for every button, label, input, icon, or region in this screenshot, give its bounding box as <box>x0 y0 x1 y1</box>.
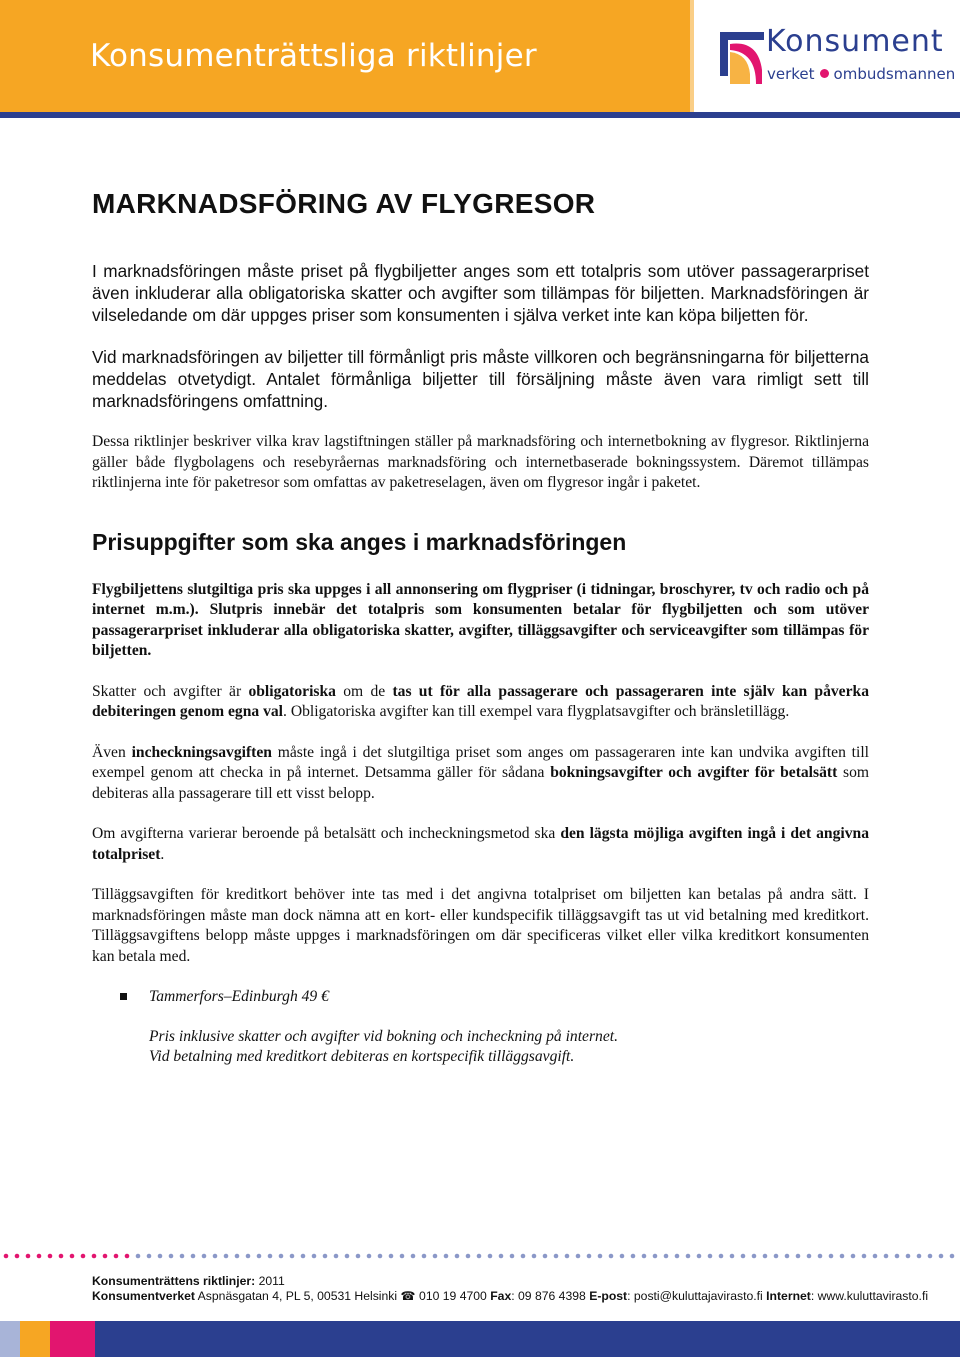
header-divider <box>690 0 694 112</box>
dot-mark <box>521 1254 526 1259</box>
footer-org: Konsumentverket <box>92 1289 195 1303</box>
footer-bar-segment-3 <box>50 1321 95 1357</box>
logo-dot-icon <box>820 69 829 78</box>
dot-mark <box>653 1254 658 1259</box>
dot-mark <box>741 1254 746 1259</box>
dot-mark <box>587 1254 592 1259</box>
document-body <box>92 188 869 1067</box>
dot-mark <box>158 1254 163 1259</box>
dot-mark <box>818 1254 823 1259</box>
footer-fax-label: Fax <box>490 1289 512 1303</box>
dot-mark <box>202 1254 207 1259</box>
dot-mark <box>708 1254 713 1259</box>
intro-paragraph-2: Vid marknadsföringen av biljetter till förmånligt pris måste villkoren och begränsningarna för biljetterna meddelas otvetydigt. Antalet förmånliga biljetter till försäljning måste även vara rimligt sett till marknadsföringens omfattning. <box>92 347 869 411</box>
dot-mark <box>147 1254 152 1259</box>
dot-mark <box>686 1254 691 1259</box>
example-note-2: Vid betalning med kreditkort debiteras en kortspecifik tilläggsavgift. <box>149 1048 575 1065</box>
dot-mark <box>499 1254 504 1259</box>
phone-icon: ☎ <box>400 1289 416 1303</box>
price-example <box>120 987 869 1067</box>
logo-subtitle <box>767 65 955 83</box>
dot-mark <box>136 1254 141 1259</box>
header-bottom-rule <box>0 112 960 118</box>
vary-text-2: . <box>160 845 165 863</box>
footer-web[interactable]: : www.kuluttavirasto.fi <box>810 1289 929 1303</box>
dot-mark <box>400 1254 405 1259</box>
dot-mark <box>268 1254 273 1259</box>
dot-mark <box>774 1254 779 1259</box>
dot-mark <box>664 1254 669 1259</box>
dot-mark <box>81 1254 86 1259</box>
footer-dotted-rule <box>0 1252 960 1260</box>
dot-mark <box>191 1254 196 1259</box>
footer-info <box>92 1274 952 1304</box>
checkin-text-2: måste ingå i det slutgiltiga priset som anges om passageraren inte kan undvika avgiften till exempel genom att checka in på internet. Detsamma gäller för sådana <box>92 743 869 781</box>
footer-phone: 010 19 4700 <box>415 1289 491 1303</box>
logo-wordmark: Konsument <box>766 24 944 59</box>
footer-bar-segment-2 <box>20 1321 50 1357</box>
page-title: MARKNADSFÖRING AV FLYGRESOR <box>92 188 596 219</box>
dot-mark <box>169 1254 174 1259</box>
dot-mark <box>48 1254 53 1259</box>
dot-mark <box>367 1254 372 1259</box>
dot-mark <box>422 1254 427 1259</box>
dot-mark <box>26 1254 31 1259</box>
header-title: Konsumenträttsliga riktlinjer <box>90 38 537 74</box>
dot-mark <box>433 1254 438 1259</box>
dot-mark <box>554 1254 559 1259</box>
footer-web-label: Internet <box>766 1289 811 1303</box>
intro-paragraph-3: Dessa riktlinjer beskriver vilka krav lagstiftningen ställer på marknadsföring och internetbokning av flygresor. Riktlinjerna gäller både flygbolagens och resebyråernas marknadsföring och internetbaserade bokningssystem. Däremot tillämpas riktlinjerna inte för paketresor som omfattas av paketreselagen, även om flygresor ingår i paketet. <box>92 433 869 491</box>
dot-mark <box>125 1254 130 1259</box>
dot-mark <box>301 1254 306 1259</box>
logo-sub-left: verket <box>767 65 815 83</box>
dot-mark <box>37 1254 42 1259</box>
example-note-1: Pris inklusive skatter och avgifter vid bokning och incheckning på internet. <box>149 1028 618 1045</box>
dot-mark <box>873 1254 878 1259</box>
vary-paragraph <box>92 824 869 865</box>
dot-mark <box>389 1254 394 1259</box>
vary-text-1: Om avgifterna varierar beroende på betalsätt och incheckningsmetod ska <box>92 825 561 842</box>
footer-bar-segment-1 <box>0 1321 20 1357</box>
dot-mark <box>334 1254 339 1259</box>
dot-mark <box>785 1254 790 1259</box>
checkin-paragraph <box>92 743 869 805</box>
tax-text-3: . Obligatoriska avgifter kan till exempel vara flygplatsavgifter och bränsletillägg. <box>283 703 790 720</box>
logo-mark-icon <box>718 30 768 86</box>
dot-mark <box>807 1254 812 1259</box>
dot-mark <box>323 1254 328 1259</box>
example-notes <box>149 1027 869 1067</box>
tax-text-2: om de <box>335 682 393 700</box>
dot-mark <box>510 1254 515 1259</box>
dot-mark <box>411 1254 416 1259</box>
konsumentverket-logo <box>718 24 956 90</box>
dot-mark <box>851 1254 856 1259</box>
dot-mark <box>763 1254 768 1259</box>
dot-mark <box>906 1254 911 1259</box>
credit-card-paragraph: Tilläggsavgiften för kreditkort behöver inte tas med i det angivna totalpriset om biljetten kan betalas på andra sätt. I marknadsföringen måste man dock nämna att en kort- eller kundspecifik tilläggsavgift tas ut vid betalning med kreditkort. Tilläggsavgiftens belopp måste uppges i marknadsföringen om där specificeras vilket eller vilka kreditkort konsumenten kan betala med. <box>92 886 869 965</box>
dot-mark <box>620 1254 625 1259</box>
dot-mark <box>939 1254 944 1259</box>
dot-mark <box>477 1254 482 1259</box>
intro-paragraph-1: I marknadsföringen måste priset på flygbiljetter anges som ett totalpris som utöver passagerarpriset även inkluderar alla obligatoriska skatter och avgifter som tillämpas för biljetten. Marknadsföringen är vilseledande om där uppges priser som konsumenten i själva verket inte kan köpa biljetten för. <box>92 261 869 325</box>
dot-mark <box>719 1254 724 1259</box>
checkin-bold-1: incheckningsavgiften <box>131 743 272 761</box>
tax-paragraph <box>92 682 869 723</box>
dot-mark <box>565 1254 570 1259</box>
dot-mark <box>345 1254 350 1259</box>
checkin-text-3: som debiteras alla passagerare till ett visst belopp. <box>92 764 869 802</box>
dot-mark <box>224 1254 229 1259</box>
dot-mark <box>4 1254 9 1259</box>
footer-line-2 <box>92 1289 952 1304</box>
dot-mark <box>829 1254 834 1259</box>
dot-mark <box>466 1254 471 1259</box>
dot-mark <box>950 1254 955 1259</box>
example-title: Tammerfors–Edinburgh 49 € <box>149 988 329 1005</box>
dot-mark <box>356 1254 361 1259</box>
footer-line-1 <box>92 1274 952 1289</box>
footer-year: 2011 <box>255 1274 285 1288</box>
footer-bar-segment-4 <box>95 1321 960 1357</box>
dot-mark <box>884 1254 889 1259</box>
tax-bold-1: obligatoriska <box>248 682 336 700</box>
dot-mark <box>279 1254 284 1259</box>
dot-mark <box>70 1254 75 1259</box>
dot-mark <box>455 1254 460 1259</box>
footer-email-label: E-post <box>589 1289 628 1303</box>
dot-mark <box>92 1254 97 1259</box>
dot-mark <box>543 1254 548 1259</box>
dot-mark <box>257 1254 262 1259</box>
dot-mark <box>862 1254 867 1259</box>
dot-mark <box>290 1254 295 1259</box>
dot-mark <box>59 1254 64 1259</box>
checkin-text-1: Även <box>92 743 132 761</box>
tax-text-1: Skatter och avgifter är <box>92 682 249 700</box>
dot-mark <box>752 1254 757 1259</box>
dot-mark <box>114 1254 119 1259</box>
dot-mark <box>213 1254 218 1259</box>
dot-mark <box>697 1254 702 1259</box>
logo-sub-right: ombudsmannen <box>833 65 956 83</box>
dot-mark <box>642 1254 647 1259</box>
dot-mark <box>576 1254 581 1259</box>
bullet-square-icon <box>120 993 127 1000</box>
section-lead-paragraph <box>92 580 869 662</box>
dot-mark <box>235 1254 240 1259</box>
dot-mark <box>796 1254 801 1259</box>
footer-address: Aspnäsgatan 4, PL 5, 00531 Helsinki <box>194 1289 401 1303</box>
dot-mark <box>15 1254 20 1259</box>
dot-mark <box>675 1254 680 1259</box>
dot-mark <box>840 1254 845 1259</box>
dot-mark <box>532 1254 537 1259</box>
footer-email[interactable]: : posti@kuluttajavirasto.fi <box>627 1289 767 1303</box>
checkin-bold-2: bokningsavgifter och avgifter för betalsätt <box>550 764 838 781</box>
dot-mark <box>246 1254 251 1259</box>
dot-mark <box>378 1254 383 1259</box>
dot-mark <box>444 1254 449 1259</box>
section-heading: Prisuppgifter som ska anges i marknadsföringen <box>92 528 627 555</box>
footer-color-bar <box>0 1321 960 1357</box>
header <box>0 0 960 120</box>
dot-mark <box>488 1254 493 1259</box>
dot-mark <box>928 1254 933 1259</box>
dot-mark <box>180 1254 185 1259</box>
dot-mark <box>103 1254 108 1259</box>
section-lead-text: Flygbiljettens slutgiltiga pris ska uppges i all annonsering om flygpriser (i tidningar, broschyrer, tv och radio och på internet m.m.). Slutpris innebär det totalpris som konsumenten betalar för flygbiljetten och som utöver passagerarpriset inkluderar alla obligatoriska skatter, avgifter, tilläggsavgifter och serviceavgifter som tillämpas för biljetten. <box>92 580 869 659</box>
footer-guidelines-label: Konsumenträttens riktlinjer: <box>92 1274 256 1288</box>
dot-mark <box>631 1254 636 1259</box>
dot-mark <box>598 1254 603 1259</box>
dot-mark <box>730 1254 735 1259</box>
dot-mark <box>917 1254 922 1259</box>
dot-mark <box>895 1254 900 1259</box>
vary-bold-1: den lägsta möjliga avgiften ingå i det angivna totalpriset <box>92 825 869 863</box>
tax-bold-2: tas ut för alla passagerare och passageraren inte själv kan påverka debiteringen genom egna val <box>92 682 869 720</box>
footer-fax: : 09 876 4398 <box>511 1289 590 1303</box>
dot-mark <box>609 1254 614 1259</box>
dot-mark <box>312 1254 317 1259</box>
